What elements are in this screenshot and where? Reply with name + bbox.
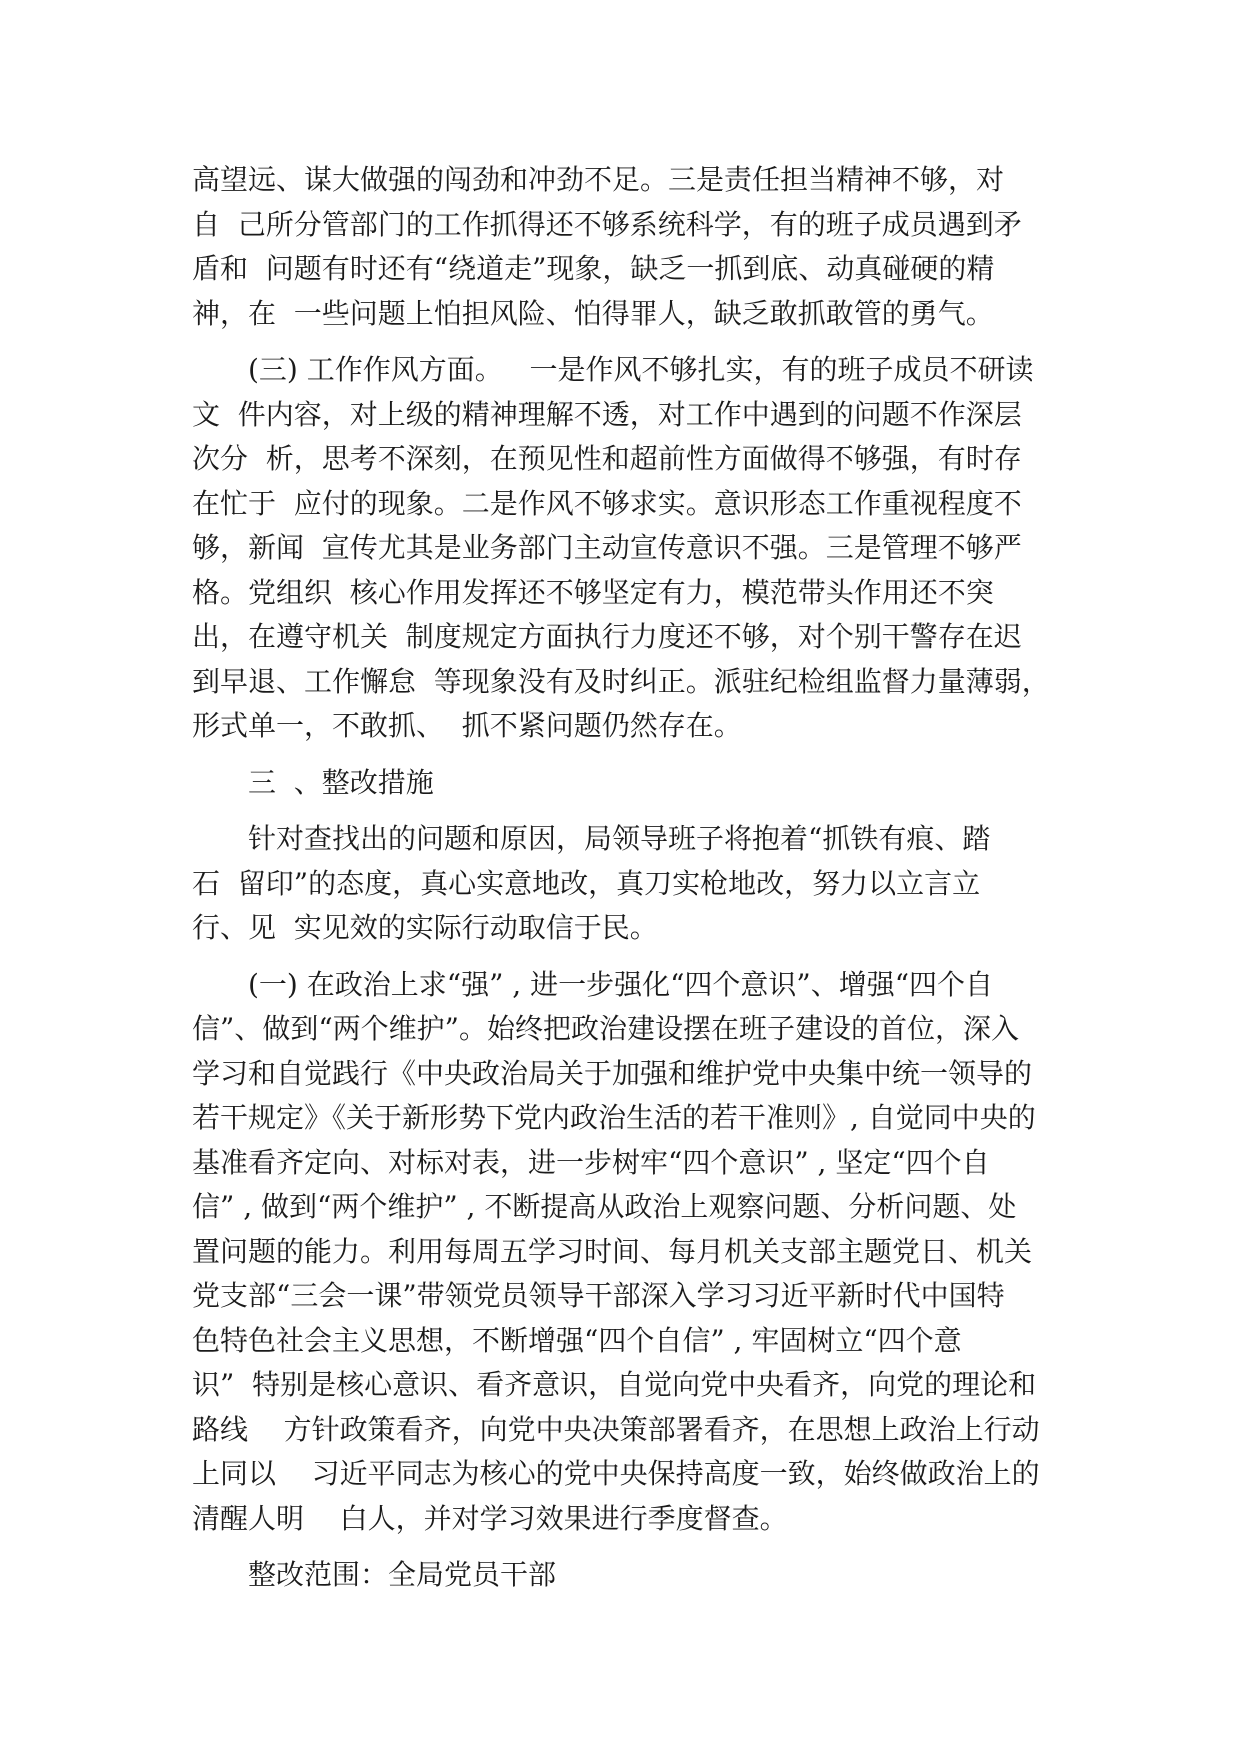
text-line: (一) 在政治上求“强” , 进一步强化“四个意识”、增强“四个自 bbox=[248, 967, 994, 1001]
text-line: 石 留印”的态度，真心实意地改，真刀实枪地改，努力以立言立 bbox=[192, 866, 981, 900]
text-line: 形式单一，不敢抓、 抓不紧问题仍然存在。 bbox=[192, 709, 742, 742]
text-line: 神，在 一些问题上怕担风险、怕得罪人，缺乏敢抓敢管的勇气。 bbox=[192, 296, 994, 330]
paragraph bbox=[192, 1553, 1072, 1598]
text-line: 路线 方针政策看齐，向党中央决策部署看齐，在思想上政治上行动 bbox=[192, 1412, 1040, 1446]
text-line: 够，新闻 宣传尤其是业务部门主动宣传意识不强。三是管理不够严 bbox=[192, 531, 1022, 564]
text-line: 色特色社会主义思想，不断增强“四个自信” , 牢固树立“四个意 bbox=[192, 1323, 962, 1357]
text-line: 学习和自觉践行《中央政治局关于加强和维护党中央集中统一领导的 bbox=[192, 1056, 1033, 1090]
text-line: 盾和 问题有时还有“绕道走”现象，缺乏一抓到底、动真碰硬的精 bbox=[192, 252, 995, 285]
paragraph-gap bbox=[192, 749, 1072, 761]
text-line: 置问题的能力。利用每周五学习时间、每月机关支部主题党日、机关 bbox=[192, 1234, 1033, 1268]
text-line: (三) 工作作风方面。 一是作风不够扎实，有的班子成员不研读 bbox=[248, 353, 1034, 386]
paragraph-gap bbox=[192, 951, 1072, 963]
text-line: 三 、整改措施 bbox=[248, 765, 434, 799]
text-line: 到早退、工作懈怠 等现象没有及时纠正。派驻纪检组监督力量薄弱， bbox=[192, 664, 1050, 698]
paragraph-gap bbox=[192, 336, 1072, 348]
paragraph bbox=[192, 348, 1072, 749]
text-line: 识” 特别是核心意识、看齐意识，自觉向党中央看齐，向党的理论和 bbox=[192, 1368, 1037, 1401]
text-line: 若干规定》《关于新形势下党内政治生活的若干准则》, 自觉同中央的 bbox=[192, 1101, 1036, 1134]
text-line: 信” , 做到“两个维护” , 不断提高从政治上观察问题、分析问题、处 bbox=[192, 1190, 1017, 1223]
text-line: 高望远、谋大做强的闯劲和冲劲不足。三是责任担当精神不够，对 bbox=[192, 163, 1005, 196]
text-line: 信”、做到“两个维护”。始终把政治建设摆在班子建设的首位，深入 bbox=[192, 1012, 1019, 1045]
paragraph bbox=[192, 761, 1072, 806]
text-line: 整改范围：全局党员干部 bbox=[248, 1558, 557, 1591]
text-line: 自 己所分管部门的工作抓得还不够系统科学，有的班子成员遇到矛 bbox=[192, 207, 1022, 241]
paragraph-gap bbox=[192, 805, 1072, 817]
text-line: 格。党组织 核心作用发挥还不够坚定有力，模范带头作用还不突 bbox=[192, 575, 994, 609]
paragraph-gap bbox=[192, 1541, 1072, 1553]
text-line: 行、见 实见效的实际行动取信于民。 bbox=[192, 911, 658, 944]
text-line: 次分 析，思考不深刻，在预见性和超前性方面做得不够强，有时存 bbox=[192, 442, 1022, 475]
paragraph bbox=[192, 158, 1072, 336]
text-line: 上同以 习近平同志为核心的党中央保持高度一致，始终做政治上的 bbox=[192, 1457, 1040, 1490]
document-body bbox=[192, 158, 1072, 1598]
text-line: 出，在遵守机关 制度规定方面执行力度还不够，对个别干警存在迟 bbox=[192, 620, 1022, 653]
paragraph bbox=[192, 963, 1072, 1542]
text-line: 在忙于 应付的现象。二是作风不够求实。意识形态工作重视程度不 bbox=[192, 486, 1022, 520]
paragraph bbox=[192, 817, 1072, 951]
text-line: 针对查找出的问题和原因，局领导班子将抱着“抓铁有痕、踏 bbox=[248, 822, 991, 855]
text-line: 清醒人明 白人，并对学习效果进行季度督查。 bbox=[192, 1501, 788, 1535]
text-line: 党支部“三会一课”带领党员领导干部深入学习习近平新时代中国特 bbox=[192, 1279, 1005, 1312]
text-line: 基准看齐定向、对标对表，进一步树牢“四个意识” , 坚定“四个自 bbox=[192, 1145, 990, 1179]
text-line: 文 件内容，对上级的精神理解不透，对工作中遇到的问题不作深层 bbox=[192, 397, 1022, 431]
